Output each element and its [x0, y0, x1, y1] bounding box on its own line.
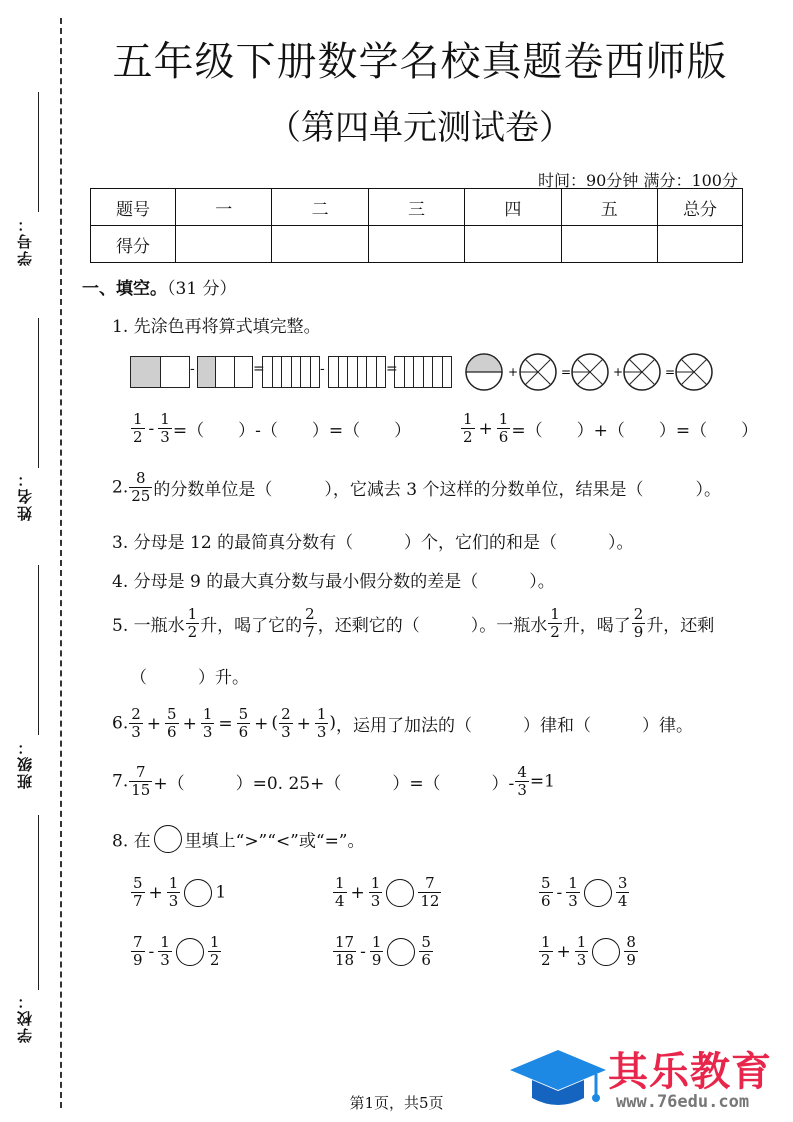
eq-part: ） — [394, 421, 412, 441]
compare-circle[interactable] — [386, 879, 414, 907]
score-table-score-row — [91, 226, 743, 263]
score-header-cell: 三 — [368, 189, 464, 226]
op-minus: - — [190, 361, 195, 377]
fraction: $\frac{1}{2}$ — [550, 605, 560, 641]
op-plus: + — [508, 365, 519, 379]
circle-sixths[interactable] — [520, 354, 556, 390]
compare-circle[interactable] — [176, 938, 204, 966]
exam-meta: 时间：90分钟 满分：100分 — [538, 171, 738, 190]
circle-half-shaded[interactable] — [466, 354, 502, 390]
eq-part: ）-（ — [238, 421, 278, 441]
fraction: $\frac{2}{7}$ — [305, 605, 315, 641]
q1-equation-1 — [130, 412, 411, 445]
fraction: $\frac{1}{2}$ — [133, 410, 143, 446]
q1-equation-2 — [460, 412, 758, 445]
bar-shape-thirds[interactable] — [197, 356, 253, 388]
score-table — [90, 188, 743, 263]
class-line[interactable] — [38, 565, 39, 735]
fraction: $\frac{1}{3}$ — [316, 705, 327, 741]
question-7 — [112, 765, 555, 798]
score-cell[interactable] — [465, 226, 561, 263]
plus-sign: + — [146, 713, 162, 734]
bar-shape-sixths-c[interactable] — [394, 356, 452, 388]
q-text: ，还剩它的（ ）。一瓶水 — [317, 616, 548, 636]
fraction: $\frac{4}{3}$ — [517, 763, 527, 799]
q-text: +（ ）=0. 25+（ ）=（ ）- — [153, 774, 515, 794]
q-text: 里填上“>”“<”或“=”。 — [184, 831, 365, 852]
question-4: 4. 分母是 9 的最大真分数与最小假分数的差是（ ）。 — [112, 572, 555, 592]
q-text: ），它减去 3 个这样的分数单位，结果是（ — [324, 480, 644, 500]
question-1-text: 1. 先涂色再将算式填完整。 — [112, 317, 321, 337]
fraction: $\frac{2}{3}$ — [131, 705, 141, 741]
compare-item: $\frac{5}{7}$ + $\frac{1}{3}$ 1 — [133, 874, 227, 910]
name-line[interactable] — [38, 318, 39, 468]
compare-circle[interactable] — [592, 938, 620, 966]
eq-part: ）+（ — [576, 421, 625, 441]
bar-shape-sixths-a[interactable] — [262, 356, 320, 388]
fraction: $\frac{1}{3}$ — [160, 410, 170, 446]
score-header-cell: 四 — [465, 189, 561, 226]
score-header-cell: 五 — [561, 189, 657, 226]
section-label: 一、填空。 — [82, 279, 167, 299]
fraction: $\frac{1}{2}$ — [463, 410, 473, 446]
plus-sign: + — [478, 418, 493, 439]
circle-sixths[interactable] — [624, 354, 660, 390]
circle-shapes — [462, 350, 732, 394]
q-text: ，运用了加法的（ ）律和（ ）律。 — [336, 716, 694, 736]
fraction: $\frac{5}{6}$ — [167, 705, 177, 741]
question-5-line2: （ ）升。 — [130, 668, 249, 688]
q-text: 升，还剩 — [646, 616, 715, 636]
score-cell[interactable] — [176, 226, 272, 263]
q-number: 7. — [112, 771, 129, 792]
op-equals: = — [386, 361, 398, 377]
name-label: 姓名： — [16, 470, 34, 521]
section-points: （31 分） — [167, 279, 237, 299]
compare-item: $\frac{1}{4}$ + $\frac{1}{3}$ $\frac{7}{12}$ — [335, 874, 440, 910]
school-label: 学校： — [16, 992, 34, 1043]
q-number: 6. — [112, 713, 129, 734]
compare-item: $\frac{7}{9}$ - $\frac{1}{3}$ $\frac{1}{2}$ — [133, 933, 220, 969]
q-text: =1 — [529, 771, 555, 792]
minus-sign: - — [148, 418, 155, 439]
bar-shape-sixths-b[interactable] — [328, 356, 386, 388]
score-header-cell: 一 — [176, 189, 272, 226]
page-footer: 第1页，共5页 — [349, 1094, 444, 1112]
eq-part: =（ — [172, 421, 205, 441]
question-8 — [112, 825, 365, 853]
bar-shape-halves[interactable] — [130, 356, 190, 388]
school-line[interactable] — [38, 815, 39, 990]
fraction: $\frac{1}{6}$ — [498, 410, 509, 446]
fraction: $\frac{7}{15}$ — [131, 763, 151, 799]
op-equals: = — [561, 365, 572, 379]
equals-sign: = — [218, 713, 233, 734]
plus-sign: + — [182, 713, 197, 734]
fraction: $\frac{5}{6}$ — [238, 705, 249, 741]
circle-sixths[interactable] — [676, 354, 712, 390]
student-no-line[interactable] — [38, 92, 39, 212]
score-cell[interactable] — [272, 226, 368, 263]
score-header-cell: 总分 — [658, 189, 743, 226]
question-5 — [112, 607, 714, 640]
op-equals: = — [253, 361, 265, 377]
compare-item: $\frac{1}{2}$ + $\frac{1}{3}$ $\frac{8}{9}$ — [541, 933, 636, 969]
op-minus: - — [320, 361, 325, 377]
fraction: $\frac{1}{3}$ — [202, 705, 213, 741]
binding-dash-line — [60, 18, 62, 1108]
compare-item: $\frac{17}{18}$ - $\frac{1}{9}$ $\frac{5}{6}$ — [335, 933, 431, 969]
compare-circle[interactable] — [584, 879, 612, 907]
eq-part: ）=（ — [311, 421, 361, 441]
q-text: ）。 — [695, 480, 721, 500]
score-cell[interactable] — [658, 226, 743, 263]
score-header-cell: 题号 — [91, 189, 176, 226]
score-header-cell: 二 — [272, 189, 368, 226]
question-2 — [112, 471, 721, 504]
fraction: $\frac{2}{9}$ — [633, 605, 644, 641]
compare-circle-icon — [154, 825, 182, 853]
class-label: 班级： — [16, 738, 34, 789]
compare-circle[interactable] — [184, 879, 212, 907]
q-text: 的分数单位是（ — [153, 480, 273, 500]
score-table-header-row — [91, 189, 743, 226]
question-6: 6. $\frac{2}{3}$ + $\frac{5}{6}$ + $\frac{1}{3}$ = $\frac{5}{6}$ + ( $\frac{2}{3}$ + $\frac{1}{3}$ )，运用了加法的（ ）律和（ ）律。 — [112, 705, 694, 741]
op-plus: + — [613, 365, 624, 379]
compare-item: $\frac{5}{6}$ - $\frac{1}{3}$ $\frac{3}{4}$ — [541, 874, 628, 910]
page-title: 五年级下册数学名校真题卷西师版 — [112, 39, 728, 85]
circle-sixths[interactable] — [572, 354, 608, 390]
compare-circle[interactable] — [387, 938, 415, 966]
plus-sign: + — [254, 713, 269, 734]
question-3: 3. 分母是 12 的最简真分数有（ ）个，它们的和是（ ）。 — [112, 533, 634, 553]
eq-part: ） — [741, 421, 759, 441]
brand-url: www.76edu.com — [616, 1092, 750, 1112]
fraction: $\frac{8}{25}$ — [131, 469, 151, 505]
score-cell[interactable] — [368, 226, 464, 263]
q-text: 8. 在 — [112, 831, 151, 852]
eq-part: ）=（ — [658, 421, 708, 441]
q-text: 升，喝了它的 — [200, 616, 303, 636]
brand-name: 其乐教育 — [608, 1049, 772, 1095]
eq-part: =（ — [511, 421, 543, 441]
op-equals: = — [665, 365, 676, 379]
q-text: 升，喝了 — [562, 616, 631, 636]
plus-sign: + — [296, 713, 311, 734]
section-heading — [82, 274, 237, 299]
student-no-label: 学号： — [16, 215, 34, 266]
q-number: 2. — [112, 477, 129, 498]
score-row-label: 得分 — [91, 226, 176, 263]
fraction: $\frac{1}{2}$ — [187, 605, 198, 641]
fraction: $\frac{2}{3}$ — [281, 705, 291, 741]
score-cell[interactable] — [561, 226, 657, 263]
q-text: 5. 一瓶水 — [112, 616, 185, 636]
page-subtitle: （第四单元测试卷） — [267, 108, 573, 148]
